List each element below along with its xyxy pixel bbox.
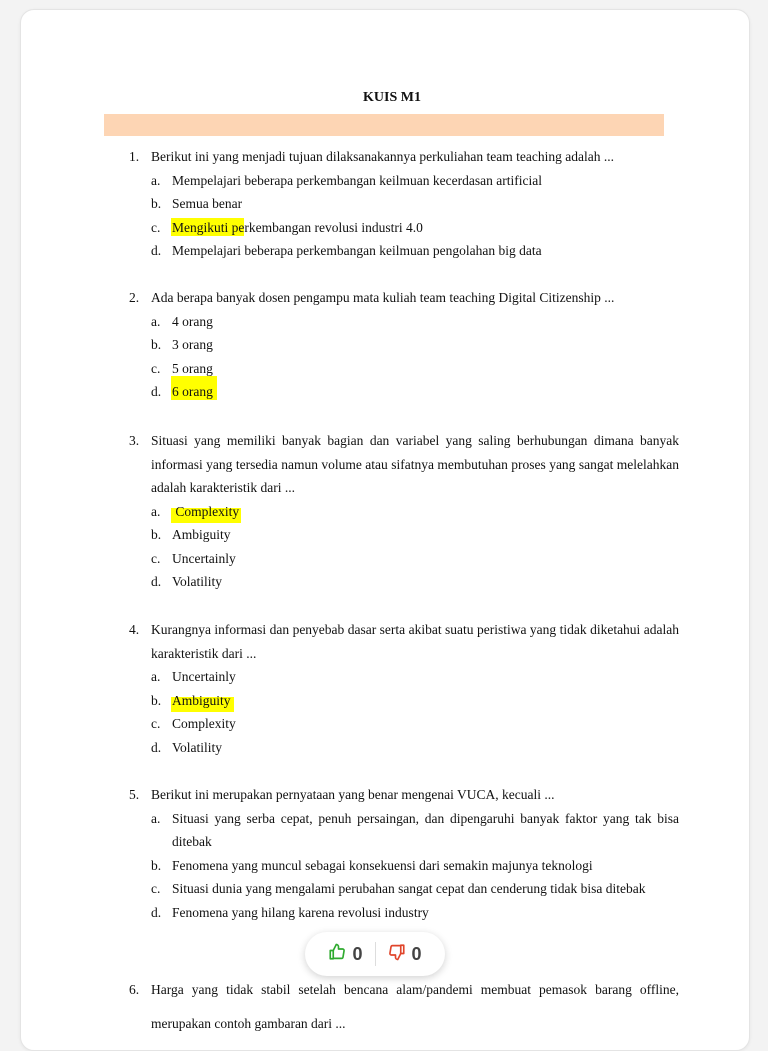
thumbs-up-icon bbox=[328, 943, 346, 966]
option-b: b. Fenomena yang muncul sebagai konsekuensi dari semakin majunya teknologi bbox=[151, 857, 593, 873]
question-number: 2. bbox=[129, 290, 140, 305]
downvote-button[interactable] bbox=[376, 943, 434, 966]
question-text: Kurangnya informasi dan penyebab dasar serta akibat suatu peristiwa yang tidak diketahui adalah karakteristik dari ... bbox=[151, 622, 679, 661]
question-text: Berikut ini yang menjadi tujuan dilaksanakannya perkuliahan team teaching adalah ... bbox=[151, 149, 614, 164]
upvote-button[interactable] bbox=[316, 943, 374, 966]
option-a: a. Uncertainly bbox=[151, 669, 236, 684]
option-a-highlighted: a. Complexity bbox=[151, 500, 679, 524]
question-number: 1. bbox=[129, 149, 140, 164]
option-a: a. Situasi yang serba cepat, penuh persaingan, dan dipengaruhi banyak faktor yang tak bisa ditebak bbox=[151, 810, 679, 849]
question-2 bbox=[129, 286, 679, 404]
question-number: 5. bbox=[129, 787, 140, 802]
question-text: Harga yang tidak stabil setelah bencana alam/pandemi membuat pemasok barang offline, merupakan contoh gambaran dari ... bbox=[151, 982, 679, 1031]
document-title: KUIS M1 bbox=[363, 90, 421, 105]
option-b: b. Semua benar bbox=[151, 196, 243, 211]
option-b-highlighted: b. Ambiguity bbox=[151, 689, 679, 713]
option-b: b. Ambiguity bbox=[151, 527, 231, 542]
question-4 bbox=[129, 618, 679, 759]
thumbs-down-icon bbox=[388, 943, 406, 966]
question-text: Situasi yang memiliki banyak bagian dan variabel yang saling berhubungan dimana banyak informasi yang tersedia namun volume atau sifatnya membutuhan proses yang sangat melelahkan adalah karakteristik dari ... bbox=[151, 433, 679, 495]
question-number: 3. bbox=[129, 433, 140, 448]
option-d: d. Volatility bbox=[151, 739, 223, 755]
question-1 bbox=[129, 145, 679, 263]
option-b: b. 3 orang bbox=[151, 337, 213, 352]
option-d: d. Mempelajari beberapa perkembangan keilmuan pengolahan big data bbox=[151, 243, 542, 258]
question-6 bbox=[129, 973, 679, 1041]
vote-widget bbox=[305, 932, 445, 976]
option-c-highlighted: c. Mengikuti perkembangan revolusi industri 4.0 bbox=[151, 219, 423, 235]
option-a: a. Mempelajari beberapa perkembangan keilmuan kecerdasan artificial bbox=[151, 172, 542, 188]
option-c: c. 5 orang bbox=[151, 360, 213, 376]
question-text: Berikut ini merupakan pernyataan yang benar mengenai VUCA, kecuali ... bbox=[151, 787, 555, 802]
option-d: d. Fenomena yang hilang karena revolusi industry bbox=[151, 904, 429, 920]
option-c: c. Complexity bbox=[151, 716, 236, 731]
option-d: d. Volatility bbox=[151, 574, 223, 589]
downvote-count: 0 bbox=[411, 943, 422, 964]
question-3 bbox=[129, 429, 679, 594]
option-c: c. Situasi dunia yang mengalami perubahan sangat cepat dan cenderung tidak bisa ditebak bbox=[151, 881, 646, 896]
upvote-count: 0 bbox=[352, 943, 363, 964]
question-number: 6. bbox=[129, 982, 140, 997]
option-c: c. Uncertainly bbox=[151, 550, 236, 566]
question-5 bbox=[129, 783, 679, 924]
question-text: Ada berapa banyak dosen pengampu mata kuliah team teaching Digital Citizenship ... bbox=[151, 290, 615, 305]
option-a: a. 4 orang bbox=[151, 313, 213, 329]
option-d-highlighted: d. 6 orang bbox=[151, 380, 679, 404]
question-number: 4. bbox=[129, 622, 140, 637]
title-band bbox=[104, 114, 664, 136]
